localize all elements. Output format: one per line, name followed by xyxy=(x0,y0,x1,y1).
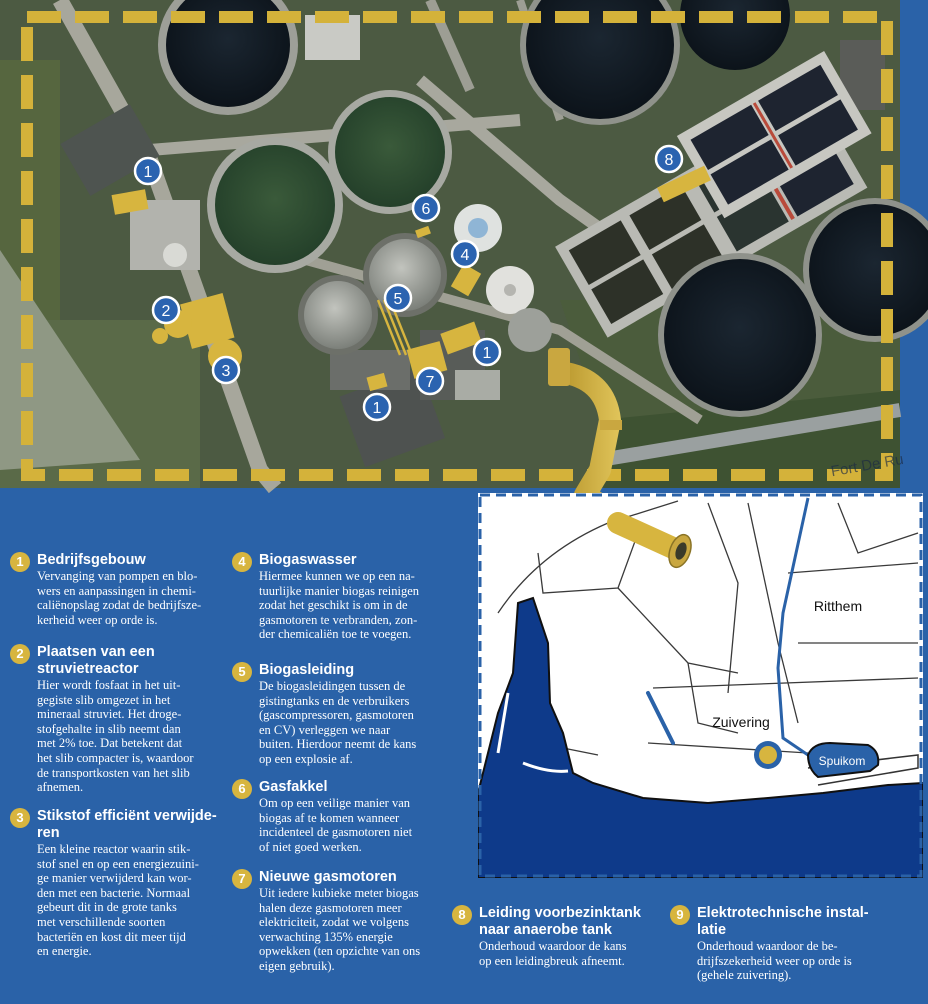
marker-1-right[interactable] xyxy=(474,339,500,365)
svg-text:4: 4 xyxy=(460,247,470,264)
svg-text:7: 7 xyxy=(425,374,435,391)
marker-2[interactable] xyxy=(153,297,179,323)
svg-text:1: 1 xyxy=(482,345,492,362)
legend-title: Plaatsen van een struvietreactor xyxy=(37,644,155,677)
label-ritthem: Ritthem xyxy=(813,598,863,614)
marker-4[interactable] xyxy=(452,241,478,267)
legend-number-badge: 9 xyxy=(670,905,690,925)
legend-title: Nieuwe gasmotoren xyxy=(259,869,397,885)
legend-number-badge: 3 xyxy=(10,808,30,828)
svg-text:8: 8 xyxy=(664,152,674,169)
legend-item-7 xyxy=(232,869,462,974)
legend-title: Elektrotechnische instal- latie xyxy=(697,905,869,938)
legend-title: Leiding voorbezinktank naar anaerobe tank xyxy=(479,905,641,938)
road-label: Fort De Ru xyxy=(829,450,905,481)
legend-text: Om op een veilige manier van biogas af te komen wanneer incidenteel de gasmotoren niet of niet goed werken. xyxy=(259,796,413,854)
legend-item-5 xyxy=(232,662,462,767)
legend-title: Stikstof efficiënt verwijde- ren xyxy=(37,808,217,841)
legend-title: Bedrijfsgebouw xyxy=(37,552,146,568)
legend-item-9 xyxy=(670,905,895,983)
legend-item-8 xyxy=(452,905,677,968)
legend-text: De biogasleidingen tussen de gistingtanks en de verbruikers (gascompressoren, gasmotoren en CV) verleggen we naar buiten. Hierdoor neemt de kans op een explosie af. xyxy=(259,679,417,766)
marker-3[interactable] xyxy=(213,357,239,383)
svg-text:6: 6 xyxy=(421,201,431,218)
legend-number-badge: 8 xyxy=(452,905,472,925)
label-spuikom: Spuikom xyxy=(818,754,866,768)
marker-8[interactable] xyxy=(656,146,682,172)
svg-text:2: 2 xyxy=(161,303,171,320)
legend-text: Vervanging van pompen en blo- wers en aanpassingen in chemi- caliënopslag zodat de bedrijfsze- kerheid weer op orde is. xyxy=(37,569,202,627)
legend-text: Een kleine reactor waarin stik- stof snel en op een energiezuini- ge manier verwijderd kan wor- den met een bacterie. Normaal gebeurt dit in de grote tanks met verschillende soorten bacteriën en kost dit meer tijd en energie. xyxy=(37,842,199,959)
legend-number-badge: 5 xyxy=(232,662,252,682)
legend-number-badge: 1 xyxy=(10,552,30,572)
aerial-map xyxy=(0,0,928,500)
legend-title: Gasfakkel xyxy=(259,779,328,795)
svg-text:1: 1 xyxy=(143,164,153,181)
legend-number-badge: 6 xyxy=(232,779,252,799)
legend-item-2 xyxy=(10,644,232,795)
legend-text: Onderhoud waardoor de be- drijfszekerheid weer op orde is (gehele zuivering). xyxy=(697,939,852,983)
marker-7[interactable] xyxy=(417,368,443,394)
legend-item-6 xyxy=(232,779,462,854)
svg-text:1: 1 xyxy=(372,400,382,417)
legend-title: Biogasleiding xyxy=(259,662,355,678)
label-zuivering: Zuivering xyxy=(712,714,770,730)
legend-text: Uit iedere kubieke meter biogas halen deze gasmotoren meer elektriciteit, zodat we volgens verwachting 135% energie opwekken (ten opzichte van ons eigen gebruik). xyxy=(259,886,421,973)
marker-1-bottom[interactable] xyxy=(364,394,390,420)
legend-title: Biogaswasser xyxy=(259,552,357,568)
legend-text: Hier wordt fosfaat in het uit- gegiste slib omgezet in het mineraal struviet. Het droge- stofgehalte in slib neemt dan met 2% toe. Dat betekent dat het slib compacter is, waardoor de transportkosten van het slib afnemen. xyxy=(37,678,194,795)
svg-text:3: 3 xyxy=(221,363,231,380)
marker-1-top[interactable] xyxy=(135,158,161,184)
legend-number-badge: 2 xyxy=(10,644,30,664)
svg-text:5: 5 xyxy=(393,291,403,308)
marker-6[interactable] xyxy=(413,195,439,221)
legend-item-3 xyxy=(10,808,232,959)
legend-number-badge: 4 xyxy=(232,552,252,572)
legend-number-badge: 7 xyxy=(232,869,252,889)
legend-text: Onderhoud waardoor de kans op een leidingbreuk afneemt. xyxy=(479,939,627,968)
inset-location-map xyxy=(478,493,923,878)
legend-item-4 xyxy=(232,552,462,642)
marker-5[interactable] xyxy=(385,285,411,311)
legend-text: Hiermee kunnen we op een na- tuurlijke manier biogas reinigen zodat het geschikt is om in de gasmotoren te verbranden, zon- der chemicaliën toe te voegen. xyxy=(259,569,420,642)
legend-item-1 xyxy=(10,552,232,627)
